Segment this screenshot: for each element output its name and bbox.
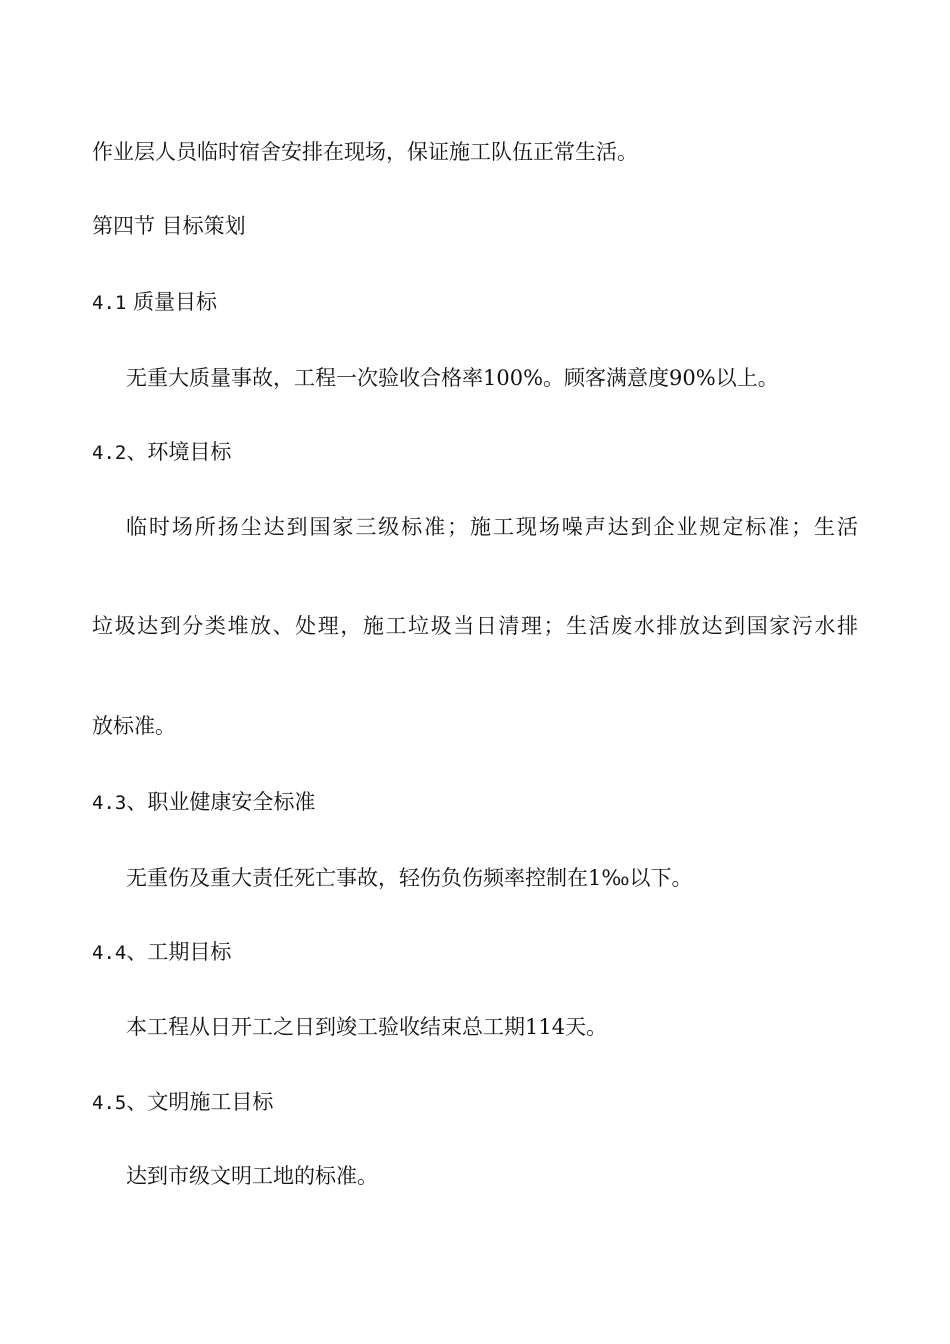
safety-paragraph: 无重伤及重大责任死亡事故，轻伤负伤频率控制在1‰以下。 [126, 866, 693, 890]
environment-paragraph-line-1: 临时场所扬尘达到国家三级标准；施工现场噪声达到企业规定标准；生活 [126, 515, 858, 539]
section-title: 第四节 目标策划 [92, 214, 246, 238]
environment-heading [92, 438, 231, 467]
schedule-heading [92, 938, 231, 967]
civilized-heading-text: 、文明施工目标 [126, 1090, 274, 1114]
schedule-heading-number: 4.4 [92, 942, 127, 964]
quality-paragraph: 无重大质量事故，工程一次验收合格率100%。顾客满意度90%以上。 [126, 366, 779, 390]
environment-paragraph-line-3: 放标准。 [92, 714, 176, 738]
schedule-paragraph: 本工程从日开工之日到竣工验收结束总工期114天。 [126, 1015, 608, 1039]
environment-paragraph-line-2: 垃圾达到分类堆放、处理，施工垃圾当日清理；生活废水排放达到国家污水排 [92, 614, 858, 638]
intro-paragraph: 作业层人员临时宿舍安排在现场，保证施工队伍正常生活。 [92, 140, 638, 164]
quality-heading-number: 4.1 [92, 292, 127, 314]
civilized-heading [92, 1088, 273, 1117]
quality-heading [92, 288, 217, 317]
schedule-heading-text: 、工期目标 [126, 940, 232, 964]
safety-heading-number: 4.3 [92, 792, 127, 814]
safety-heading-text: 、职业健康安全标准 [126, 790, 316, 814]
quality-heading-text: 质量目标 [126, 290, 218, 314]
environment-heading-text: 、环境目标 [126, 440, 232, 464]
civilized-paragraph: 达到市级文明工地的标准。 [126, 1164, 378, 1188]
environment-heading-number: 4.2 [92, 442, 127, 464]
safety-heading [92, 788, 315, 817]
civilized-heading-number: 4.5 [92, 1092, 127, 1114]
